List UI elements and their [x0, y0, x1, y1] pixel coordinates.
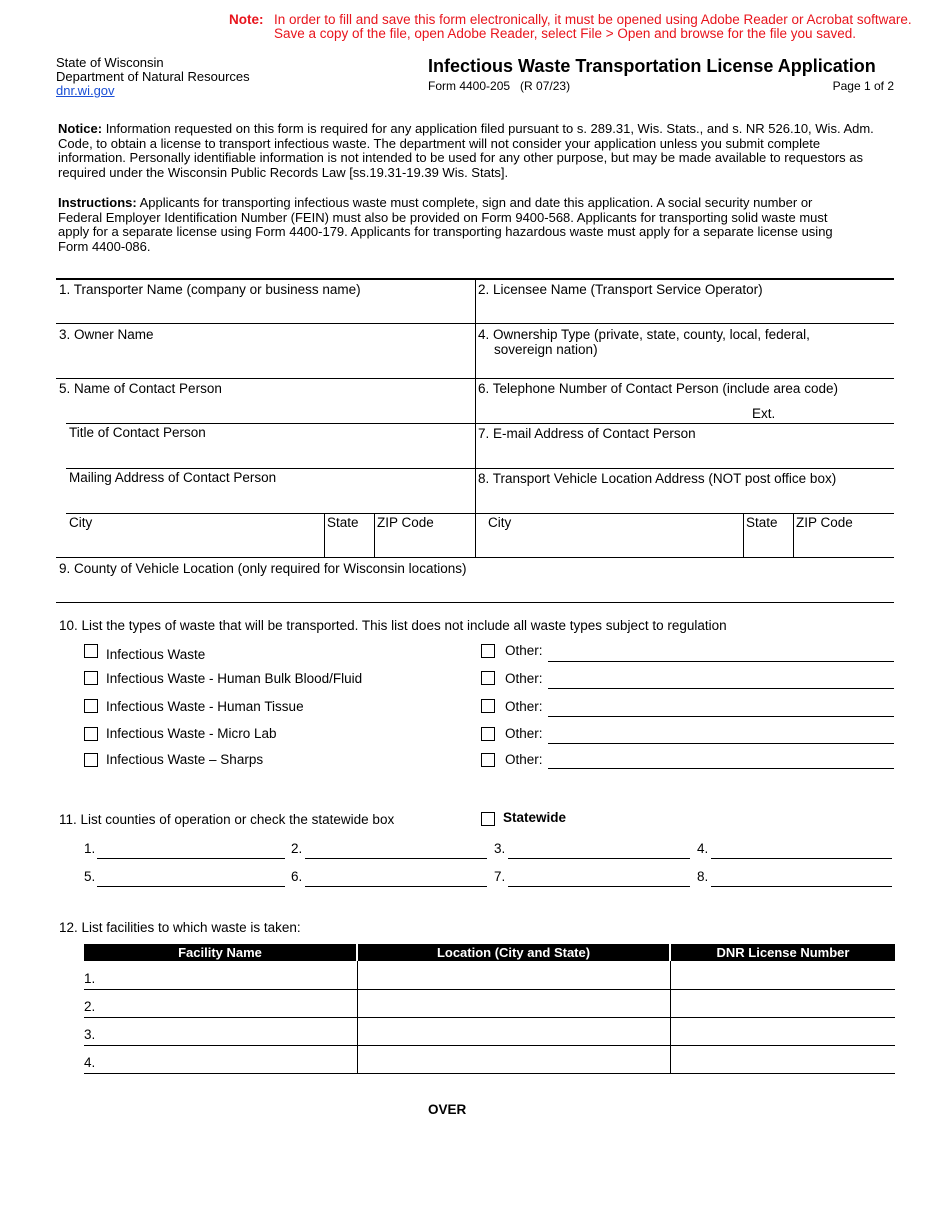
column-header-license-number: DNR License Number	[671, 944, 895, 961]
mailing-state-field[interactable]: State	[327, 515, 359, 530]
mailing-zip-field[interactable]: ZIP Code	[377, 515, 434, 530]
ownership-type-field-line-2: sovereign nation)	[494, 342, 598, 357]
other-waste-label: Other:	[505, 726, 543, 741]
page-title: Infectious Waste Transportation License Application	[428, 56, 876, 76]
contact-email-field[interactable]: 7. E-mail Address of Contact Person	[478, 426, 696, 441]
waste-type-label: Infectious Waste	[106, 647, 206, 662]
waste-types-heading: 10. List the types of waste that will be transported. This list does not include all waste types subject to regulation	[59, 618, 727, 633]
row-rule-3	[66, 423, 894, 424]
county-number: 2.	[291, 841, 303, 856]
dnr-website-link[interactable]: dnr.wi.gov	[56, 83, 115, 98]
mailing-city-field[interactable]: City	[69, 515, 93, 530]
county-number: 8.	[697, 869, 709, 884]
contact-title-field[interactable]: Title of Contact Person	[69, 425, 206, 440]
note-line-1: In order to fill and save this form electronically, it must be opened using Adobe Reader or Acrobat software.	[274, 12, 912, 27]
ownership-type-field[interactable]: 4. Ownership Type (private, state, county, local, federal,	[478, 327, 810, 342]
waste-type-label: Infectious Waste - Human Tissue	[106, 699, 304, 714]
waste-type-checkbox[interactable]	[84, 727, 98, 741]
form-number: Form 4400-205 (R 07/23)	[428, 79, 571, 93]
county-input[interactable]	[305, 858, 487, 859]
county-input[interactable]	[508, 886, 690, 887]
other-waste-input[interactable]	[548, 688, 894, 689]
other-waste-checkbox[interactable]	[481, 644, 495, 658]
waste-type-label: Infectious Waste - Human Bulk Blood/Fluid	[106, 671, 363, 686]
state-zip-divider-right	[793, 513, 794, 558]
instructions-line-2: Federal Employer Identification Number (FEIN) must also be provided on Form 9400-568. Applicants for transporting solid waste must	[58, 209, 828, 225]
row-rule-5	[66, 513, 894, 514]
county-number: 5.	[84, 869, 96, 884]
instructions-paragraph	[58, 196, 898, 254]
waste-type-label: Infectious Waste – Sharps	[106, 752, 264, 767]
other-waste-input[interactable]	[548, 743, 894, 744]
table-row-number: 4.	[84, 1055, 96, 1070]
over-label: OVER	[428, 1102, 467, 1117]
center-divider	[475, 279, 476, 558]
county-input[interactable]	[97, 858, 285, 859]
other-waste-label: Other:	[505, 643, 543, 658]
table-row[interactable]	[84, 1073, 895, 1074]
notice-paragraph	[58, 122, 898, 180]
other-waste-checkbox[interactable]	[481, 753, 495, 767]
instructions-line-1: Applicants for transporting infectious waste must complete, sign and date this application. A social security number or	[139, 195, 813, 210]
row-rule-7	[56, 602, 894, 603]
county-input[interactable]	[305, 886, 487, 887]
notice-line-3: information. Personally identifiable information is not intended to be used for any other purpose, but may be made available to requestors as	[58, 150, 864, 165]
note-line-2: Save a copy of the file, open Adobe Reader, select File > Open and browse for the file you saved.	[274, 26, 856, 41]
other-waste-checkbox[interactable]	[481, 671, 495, 685]
other-waste-label: Other:	[505, 752, 543, 767]
county-number: 3.	[494, 841, 506, 856]
vehicle-city-field[interactable]: City	[488, 515, 512, 530]
notice-line-4: required under the Wisconsin Public Records Law [ss.19.31-19.39 Wis. Stats].	[58, 164, 509, 180]
mailing-address-field[interactable]: Mailing Address of Contact Person	[69, 470, 277, 485]
waste-type-checkbox[interactable]	[84, 644, 98, 658]
facilities-heading: 12. List facilities to which waste is taken:	[59, 920, 301, 935]
county-number: 6.	[291, 869, 303, 884]
other-waste-checkbox[interactable]	[481, 699, 495, 713]
county-input[interactable]	[508, 858, 690, 859]
other-waste-checkbox[interactable]	[481, 727, 495, 741]
table-row-number: 2.	[84, 999, 96, 1014]
county-number: 1.	[84, 841, 96, 856]
instructions-label: Instructions:	[58, 195, 137, 210]
row-rule-4	[66, 468, 894, 469]
instructions-line-4: Form 4400-086.	[58, 238, 151, 254]
phone-extension-field[interactable]: Ext.	[752, 406, 776, 421]
county-input[interactable]	[97, 886, 285, 887]
waste-type-checkbox[interactable]	[84, 671, 98, 685]
state-zip-divider-left	[374, 513, 375, 558]
notice-label: Notice:	[58, 121, 103, 136]
agency-department: Department of Natural Resources	[56, 69, 250, 84]
contact-person-name-field[interactable]: 5. Name of Contact Person	[59, 381, 222, 396]
county-number: 4.	[697, 841, 709, 856]
table-row[interactable]	[84, 989, 895, 990]
other-waste-label: Other:	[505, 671, 543, 686]
city-state-divider-left	[324, 513, 325, 558]
instructions-line-3: apply for a separate license using Form 4400-179. Applicants for transporting hazardous waste must apply for a separate license using	[58, 224, 833, 239]
table-row[interactable]	[84, 1017, 895, 1018]
other-waste-input[interactable]	[548, 768, 894, 769]
vehicle-zip-field[interactable]: ZIP Code	[796, 515, 853, 530]
other-waste-label: Other:	[505, 699, 543, 714]
waste-type-label: Infectious Waste - Micro Lab	[106, 726, 277, 741]
vehicle-county-field[interactable]: 9. County of Vehicle Location (only required for Wisconsin locations)	[59, 561, 467, 576]
city-state-divider-right	[743, 513, 744, 558]
other-waste-input[interactable]	[548, 661, 894, 662]
notice-line-2: Code, to obtain a license to transport infectious waste. The department will not consider your application unless you submit complete	[58, 135, 821, 151]
agency-state: State of Wisconsin	[56, 55, 164, 70]
waste-type-checkbox[interactable]	[84, 753, 98, 767]
statewide-checkbox[interactable]	[481, 812, 495, 826]
note-label: Note:	[229, 12, 264, 27]
waste-type-checkbox[interactable]	[84, 699, 98, 713]
vehicle-state-field[interactable]: State	[746, 515, 778, 530]
counties-heading: 11. List counties of operation or check the statewide box	[59, 812, 395, 827]
owner-name-field[interactable]: 3. Owner Name	[59, 327, 154, 342]
statewide-label: Statewide	[503, 810, 567, 825]
table-row-number: 1.	[84, 971, 96, 986]
county-input[interactable]	[711, 886, 892, 887]
vehicle-location-address-field[interactable]: 8. Transport Vehicle Location Address (NOT post office box)	[478, 471, 837, 486]
column-header-facility-name: Facility Name	[84, 944, 356, 961]
county-number: 7.	[494, 869, 506, 884]
licensee-name-field[interactable]: 2. Licensee Name (Transport Service Operator)	[478, 282, 763, 297]
column-header-location: Location (City and State)	[358, 944, 669, 961]
table-row-number: 3.	[84, 1027, 96, 1042]
other-waste-input[interactable]	[548, 716, 894, 717]
table-row[interactable]	[84, 1045, 895, 1046]
county-input[interactable]	[711, 858, 892, 859]
notice-line-1: Information requested on this form is required for any application filed pursuant to s. 289.31, Wis. Stats., and s. NR 526.10, Wis. Adm.	[105, 121, 874, 136]
contact-phone-field[interactable]: 6. Telephone Number of Contact Person (include area code)	[478, 381, 838, 396]
transporter-name-field[interactable]: 1. Transporter Name (company or business name)	[59, 282, 361, 297]
page-number: Page 1 of 2	[832, 79, 894, 93]
